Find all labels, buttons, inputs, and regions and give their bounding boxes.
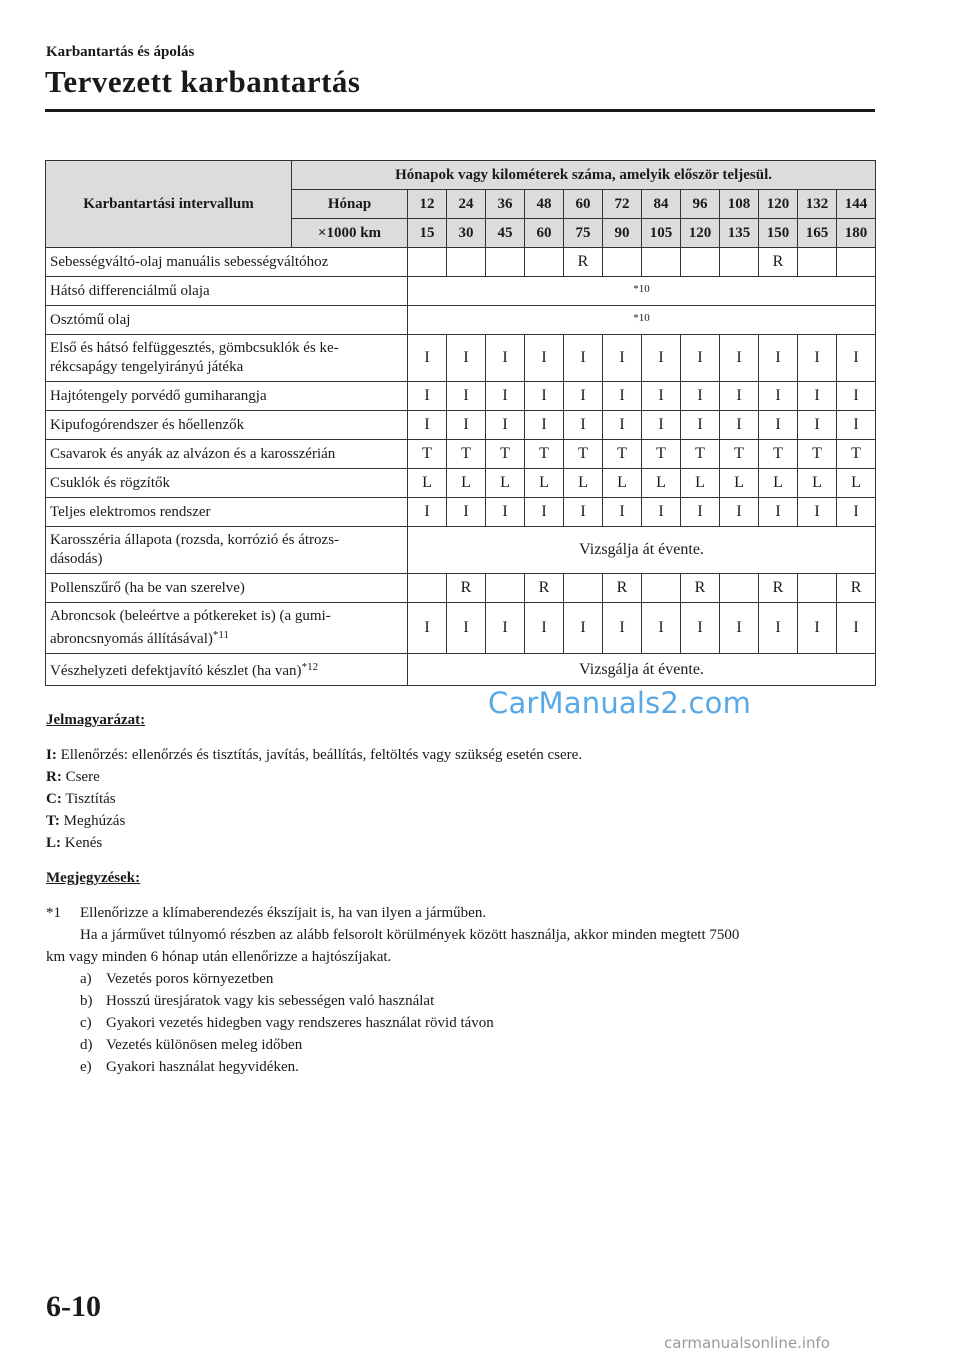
note-sub-text: Gyakori vezetés hidegben vagy rendszeres használat rövid távon bbox=[106, 1015, 494, 1031]
value-cell: I bbox=[720, 411, 759, 440]
note-sub-text: Gyakori használat hegyvidéken. bbox=[106, 1059, 299, 1075]
value-cell: I bbox=[798, 382, 837, 411]
value-cell: L bbox=[642, 469, 681, 498]
month-cell: 48 bbox=[525, 190, 564, 219]
value-cell: I bbox=[798, 335, 837, 382]
value-cell bbox=[720, 248, 759, 277]
legend bbox=[46, 744, 582, 854]
value-cell: T bbox=[525, 440, 564, 469]
month-cell: 144 bbox=[837, 190, 876, 219]
value-cell: T bbox=[837, 440, 876, 469]
table-row bbox=[46, 527, 876, 574]
title-divider bbox=[45, 109, 875, 112]
month-cell: 108 bbox=[720, 190, 759, 219]
item-label: Hajtótengely porvédő gumiharangja bbox=[50, 387, 267, 404]
value-cell: I bbox=[603, 335, 642, 382]
value-cell: I bbox=[564, 411, 603, 440]
legend-text: Ellenőrzés: ellenőrzés és tisztítás, javítás, beállítás, feltöltés vagy szükség esetén csere. bbox=[60, 747, 583, 763]
merged-value: Vizsgálja át évente. bbox=[579, 660, 704, 678]
page-title: Tervezett karbantartás bbox=[45, 64, 361, 99]
km-cell: 15 bbox=[408, 219, 447, 248]
item-cell bbox=[46, 277, 408, 306]
month-cell: 60 bbox=[564, 190, 603, 219]
km-cell: 105 bbox=[642, 219, 681, 248]
note-sub-text: Vezetés poros környezetben bbox=[106, 971, 274, 987]
value-cell bbox=[486, 574, 525, 603]
value-cell: I bbox=[681, 335, 720, 382]
value-cell: L bbox=[447, 469, 486, 498]
value-cell bbox=[837, 248, 876, 277]
page-number: 6-10 bbox=[46, 1290, 101, 1323]
value-cell: I bbox=[642, 411, 681, 440]
item-label: Karosszéria állapota (rozsda, korrózió és átrozs- dásodás) bbox=[50, 532, 340, 567]
value-cell: I bbox=[486, 382, 525, 411]
value-cell bbox=[642, 248, 681, 277]
value-cell: I bbox=[564, 382, 603, 411]
footnote-1-line bbox=[46, 902, 876, 924]
note-sub-item bbox=[46, 1034, 876, 1056]
notes bbox=[46, 902, 876, 1078]
footnote-continuation: Ha a járművet túlnyomó részben az alább felsorolt körülmények között használja, akkor minden megtett 7500 bbox=[80, 927, 740, 943]
note-sub-item bbox=[46, 990, 876, 1012]
month-cell: 36 bbox=[486, 190, 525, 219]
merged-value-cell bbox=[408, 277, 876, 306]
table-row bbox=[46, 440, 876, 469]
value-cell: L bbox=[603, 469, 642, 498]
value-cell: I bbox=[759, 335, 798, 382]
legend-item bbox=[46, 744, 582, 766]
value-cell: I bbox=[447, 603, 486, 654]
merged-value-cell bbox=[408, 306, 876, 335]
month-cell: 24 bbox=[447, 190, 486, 219]
legend-item bbox=[46, 766, 582, 788]
value-cell bbox=[486, 248, 525, 277]
value-cell: R bbox=[525, 574, 564, 603]
value-cell: I bbox=[681, 411, 720, 440]
note-sub-item bbox=[46, 1056, 876, 1078]
value-cell: I bbox=[642, 382, 681, 411]
item-label: Csavarok és anyák az alvázon és a karosszérián bbox=[50, 445, 336, 462]
value-cell: I bbox=[408, 498, 447, 527]
value-cell: L bbox=[720, 469, 759, 498]
maintenance-schedule-table bbox=[45, 160, 876, 686]
value-cell: L bbox=[837, 469, 876, 498]
value-cell bbox=[798, 574, 837, 603]
value-cell: I bbox=[486, 335, 525, 382]
legend-heading: Jelmagyarázat: bbox=[46, 712, 146, 728]
km-cell: 165 bbox=[798, 219, 837, 248]
value-cell: I bbox=[525, 498, 564, 527]
value-cell: L bbox=[525, 469, 564, 498]
table-row bbox=[46, 654, 876, 686]
value-cell: L bbox=[798, 469, 837, 498]
value-cell: I bbox=[798, 498, 837, 527]
legend-text: Kenés bbox=[64, 835, 103, 851]
value-cell: I bbox=[837, 603, 876, 654]
value-cell: L bbox=[486, 469, 525, 498]
value-cell: I bbox=[759, 382, 798, 411]
legend-code: C: bbox=[46, 791, 62, 807]
interval-header: Karbantartási intervallum bbox=[46, 161, 292, 248]
value-cell: R bbox=[759, 248, 798, 277]
month-cell: 96 bbox=[681, 190, 720, 219]
section-label: Karbantartás és ápolás bbox=[46, 44, 195, 60]
item-label: Abroncsok (beleértve a pótkereket is) (a gumi- abroncsnyomás állításával) bbox=[50, 608, 331, 647]
merged-value: Vizsgálja át évente. bbox=[579, 541, 704, 558]
value-cell: I bbox=[408, 335, 447, 382]
km-cell: 150 bbox=[759, 219, 798, 248]
value-cell: T bbox=[759, 440, 798, 469]
value-cell: I bbox=[642, 603, 681, 654]
km-cell: 120 bbox=[681, 219, 720, 248]
table-row bbox=[46, 277, 876, 306]
note-sub-text: Vezetés különösen meleg időben bbox=[106, 1037, 303, 1053]
value-cell: T bbox=[681, 440, 720, 469]
notes-heading: Megjegyzések: bbox=[46, 870, 141, 886]
value-cell: T bbox=[603, 440, 642, 469]
value-cell: I bbox=[447, 411, 486, 440]
note-sub-item bbox=[46, 1012, 876, 1034]
table-row bbox=[46, 498, 876, 527]
note-sub-letter: d) bbox=[80, 1037, 93, 1053]
footnote-text: Ellenőrizze a klímaberendezés ékszíjait is, ha van ilyen a járműben. bbox=[80, 905, 487, 921]
interval-group-header: Hónapok vagy kilométerek száma, amelyik először teljesül. bbox=[292, 161, 876, 190]
legend-code: L: bbox=[46, 835, 61, 851]
item-cell bbox=[46, 469, 408, 498]
footer-brand: carmanualsonline.info bbox=[664, 1334, 830, 1352]
value-cell: L bbox=[759, 469, 798, 498]
item-cell bbox=[46, 440, 408, 469]
value-cell: I bbox=[720, 498, 759, 527]
km-cell: 90 bbox=[603, 219, 642, 248]
legend-item bbox=[46, 832, 582, 854]
month-cell: 120 bbox=[759, 190, 798, 219]
table-row bbox=[46, 603, 876, 654]
note-sub-text: Hosszú üresjáratok vagy kis sebességen való használat bbox=[106, 993, 435, 1009]
legend-code: T: bbox=[46, 813, 60, 829]
watermark: CarManuals2.com bbox=[488, 686, 752, 720]
value-cell: I bbox=[837, 335, 876, 382]
month-cell: 72 bbox=[603, 190, 642, 219]
value-cell: I bbox=[798, 411, 837, 440]
value-cell bbox=[681, 248, 720, 277]
item-cell bbox=[46, 382, 408, 411]
value-cell: T bbox=[564, 440, 603, 469]
value-cell: I bbox=[798, 603, 837, 654]
value-cell: R bbox=[837, 574, 876, 603]
value-cell: I bbox=[525, 382, 564, 411]
value-cell: I bbox=[564, 603, 603, 654]
value-cell: I bbox=[486, 498, 525, 527]
value-cell: I bbox=[447, 498, 486, 527]
legend-item bbox=[46, 810, 582, 832]
table-row bbox=[46, 306, 876, 335]
footnote-mark: *1 bbox=[46, 905, 61, 921]
months-label: Hónap bbox=[292, 190, 408, 219]
value-cell: R bbox=[564, 248, 603, 277]
value-cell: I bbox=[720, 335, 759, 382]
value-cell: R bbox=[681, 574, 720, 603]
item-cell bbox=[46, 603, 408, 654]
km-cell: 135 bbox=[720, 219, 759, 248]
table-row bbox=[46, 411, 876, 440]
value-cell: L bbox=[681, 469, 720, 498]
value-cell: I bbox=[837, 382, 876, 411]
legend-code: I: bbox=[46, 747, 57, 763]
item-label: Csuklók és rögzítők bbox=[50, 474, 170, 491]
value-cell: I bbox=[720, 603, 759, 654]
legend-text: Tisztítás bbox=[65, 791, 116, 807]
value-cell: I bbox=[603, 603, 642, 654]
note-sub-letter: e) bbox=[80, 1059, 92, 1075]
value-cell: I bbox=[408, 382, 447, 411]
value-cell: I bbox=[642, 498, 681, 527]
value-cell: T bbox=[447, 440, 486, 469]
item-label: Hátsó differenciálmű olaja bbox=[50, 282, 210, 299]
value-cell: I bbox=[681, 603, 720, 654]
value-cell bbox=[642, 574, 681, 603]
value-cell: I bbox=[603, 411, 642, 440]
legend-text: Csere bbox=[65, 769, 100, 785]
value-cell: I bbox=[759, 411, 798, 440]
merged-value-cell bbox=[408, 654, 876, 686]
item-footnote-mark: *12 bbox=[301, 661, 319, 673]
note-sub-letter: a) bbox=[80, 971, 92, 987]
km-cell: 30 bbox=[447, 219, 486, 248]
item-label: Pollenszűrő (ha be van szerelve) bbox=[50, 579, 245, 596]
table-row bbox=[46, 574, 876, 603]
value-cell: I bbox=[720, 382, 759, 411]
table-row bbox=[46, 469, 876, 498]
item-cell bbox=[46, 248, 408, 277]
month-cell: 132 bbox=[798, 190, 837, 219]
value-cell: I bbox=[564, 335, 603, 382]
value-cell: I bbox=[759, 498, 798, 527]
value-cell bbox=[564, 574, 603, 603]
item-cell bbox=[46, 574, 408, 603]
value-cell: I bbox=[447, 382, 486, 411]
item-cell bbox=[46, 306, 408, 335]
item-label: Osztómű olaj bbox=[50, 311, 131, 328]
table-row bbox=[46, 248, 876, 277]
value-cell: T bbox=[642, 440, 681, 469]
value-cell: I bbox=[525, 603, 564, 654]
value-cell: I bbox=[525, 411, 564, 440]
value-cell: I bbox=[564, 498, 603, 527]
value-cell: I bbox=[759, 603, 798, 654]
item-cell bbox=[46, 527, 408, 574]
value-cell: L bbox=[408, 469, 447, 498]
km-cell: 75 bbox=[564, 219, 603, 248]
value-cell: R bbox=[447, 574, 486, 603]
note-sub-letter: b) bbox=[80, 993, 93, 1009]
value-cell: L bbox=[564, 469, 603, 498]
km-cell: 45 bbox=[486, 219, 525, 248]
legend-item bbox=[46, 788, 582, 810]
value-cell: I bbox=[525, 335, 564, 382]
value-cell: T bbox=[486, 440, 525, 469]
value-cell bbox=[603, 248, 642, 277]
value-cell bbox=[720, 574, 759, 603]
value-cell bbox=[408, 248, 447, 277]
value-cell: I bbox=[447, 335, 486, 382]
value-cell: I bbox=[837, 411, 876, 440]
legend-text: Meghúzás bbox=[63, 813, 126, 829]
km-label: ×1000 km bbox=[292, 219, 408, 248]
item-label: Kipufogórendszer és hőellenzők bbox=[50, 416, 245, 433]
item-footnote-mark: *11 bbox=[212, 629, 229, 641]
value-cell: I bbox=[408, 411, 447, 440]
value-cell: I bbox=[603, 498, 642, 527]
item-label: Sebességváltó-olaj manuális sebességváltóhoz bbox=[50, 253, 329, 270]
value-cell: T bbox=[720, 440, 759, 469]
value-cell: I bbox=[603, 382, 642, 411]
table-row bbox=[46, 335, 876, 382]
value-cell: R bbox=[603, 574, 642, 603]
merged-value: *10 bbox=[633, 283, 650, 295]
item-label: Teljes elektromos rendszer bbox=[50, 503, 211, 520]
km-cell: 180 bbox=[837, 219, 876, 248]
month-cell: 84 bbox=[642, 190, 681, 219]
note-sub-letter: c) bbox=[80, 1015, 92, 1031]
value-cell: I bbox=[486, 603, 525, 654]
value-cell: T bbox=[798, 440, 837, 469]
legend-code: R: bbox=[46, 769, 62, 785]
value-cell: I bbox=[681, 382, 720, 411]
item-cell bbox=[46, 411, 408, 440]
footnote-continuation: km vagy minden 6 hónap után ellenőrizze a hajtószíjakat. bbox=[46, 949, 392, 965]
note-sub-item bbox=[46, 968, 876, 990]
value-cell: T bbox=[408, 440, 447, 469]
value-cell: I bbox=[681, 498, 720, 527]
item-cell bbox=[46, 498, 408, 527]
merged-value: *10 bbox=[633, 312, 650, 324]
value-cell bbox=[447, 248, 486, 277]
item-cell bbox=[46, 335, 408, 382]
item-label: Első és hátsó felfüggesztés, gömbcsuklók és ke- rékcsapágy tengelyirányú játéka bbox=[50, 340, 339, 375]
table-row bbox=[46, 382, 876, 411]
month-cell: 12 bbox=[408, 190, 447, 219]
value-cell: I bbox=[837, 498, 876, 527]
km-cell: 60 bbox=[525, 219, 564, 248]
item-cell bbox=[46, 654, 408, 686]
value-cell: R bbox=[759, 574, 798, 603]
merged-value-cell bbox=[408, 527, 876, 574]
value-cell: I bbox=[408, 603, 447, 654]
item-label: Vészhelyzeti defektjavító készlet (ha van) bbox=[50, 663, 302, 679]
value-cell bbox=[525, 248, 564, 277]
value-cell: I bbox=[642, 335, 681, 382]
value-cell bbox=[408, 574, 447, 603]
value-cell: I bbox=[486, 411, 525, 440]
value-cell bbox=[798, 248, 837, 277]
